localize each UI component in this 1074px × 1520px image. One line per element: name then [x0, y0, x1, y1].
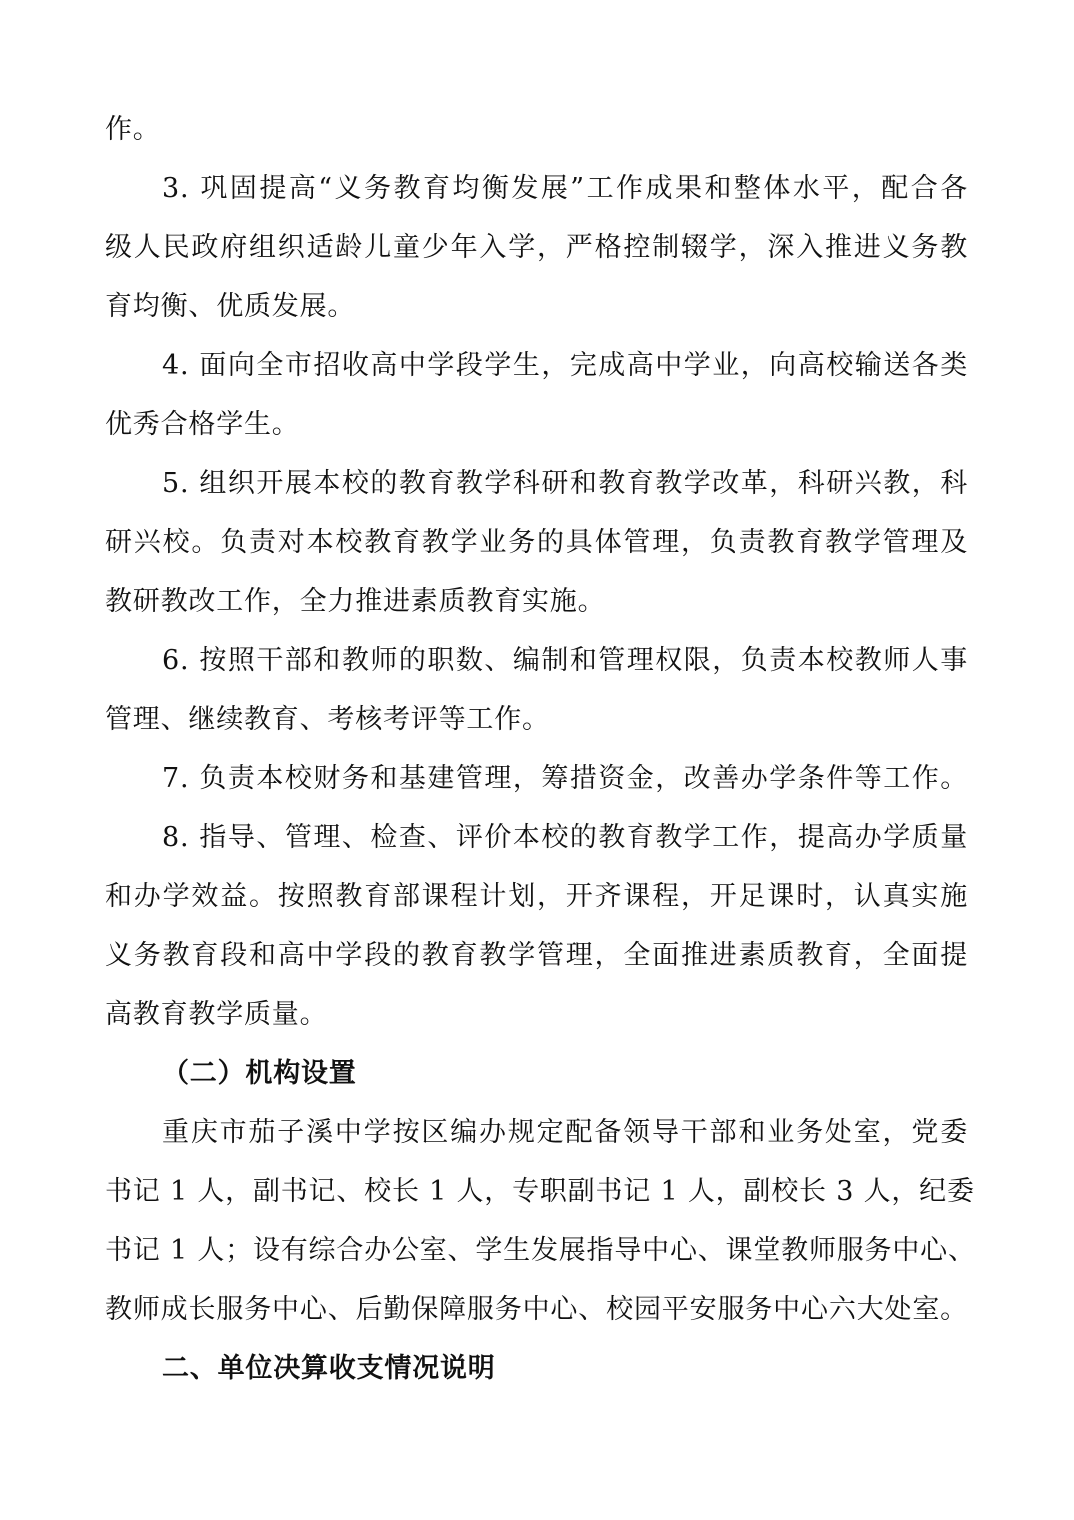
- text-line: 4. 面向全市招收高中学段学生，完成高中学业，向高校输送各类: [162, 350, 968, 381]
- duty-item-5: [105, 454, 968, 631]
- text-line: 级人民政府组织适龄儿童少年入学，严格控制辍学，深入推进义务教: [105, 232, 968, 263]
- document-page: [105, 100, 976, 1398]
- text-line: 3. 巩固提高“义务教育均衡发展”工作成果和整体水平，配合各: [162, 173, 968, 204]
- duty-item-7: [105, 749, 968, 808]
- subsection-heading: [105, 1044, 968, 1103]
- text-line: 重庆市茄子溪中学按区编办规定配备领导干部和业务处室，党委: [162, 1117, 968, 1148]
- text-line: 和办学效益。按照教育部课程计划，开齐课程，开足课时，认真实施: [105, 881, 968, 912]
- text-line: 研兴校。负责对本校教育教学业务的具体管理，负责教育教学管理及: [105, 527, 968, 558]
- text-line: 育均衡、优质发展。: [105, 291, 356, 322]
- text-line: 优秀合格学生。: [105, 409, 300, 440]
- duty-item-3: [105, 159, 968, 336]
- section-heading-text: 二、单位决算收支情况说明: [162, 1353, 496, 1384]
- subsection-heading-text: （二）机构设置: [162, 1058, 357, 1089]
- text-line: 7. 负责本校财务和基建管理，筹措资金，改善办学条件等工作。: [162, 763, 968, 794]
- text-line: 义务教育段和高中学段的教育教学管理，全面推进素质教育，全面提: [105, 940, 968, 971]
- continuation-paragraph: [105, 100, 968, 159]
- text-line: 8. 指导、管理、检查、评价本校的教育教学工作，提高办学质量: [162, 822, 968, 853]
- section-heading: [105, 1339, 968, 1398]
- duty-item-4: [105, 336, 968, 454]
- structure-paragraph: [105, 1103, 976, 1339]
- text-line: 书记 1 人，副书记、校长 1 人，专职副书记 1 人，副校长 3 人，纪委: [105, 1176, 975, 1207]
- text-line: 高教育教学质量。: [105, 999, 328, 1030]
- duty-item-6: [105, 631, 968, 749]
- text-line: 教研教改工作，全力推进素质教育实施。: [105, 586, 606, 617]
- text-line: 书记 1 人；设有综合办公室、学生发展指导中心、课堂教师服务中心、: [105, 1235, 976, 1266]
- text-line: 教师成长服务中心、后勤保障服务中心、校园平安服务中心六大处室。: [105, 1294, 968, 1325]
- text-line: 作。: [105, 114, 161, 145]
- text-line: 管理、继续教育、考核考评等工作。: [105, 704, 550, 735]
- text-line: 6. 按照干部和教师的职数、编制和管理权限，负责本校教师人事: [162, 645, 968, 676]
- duty-item-8: [105, 808, 968, 1044]
- text-line: 5. 组织开展本校的教育教学科研和教育教学改革，科研兴教，科: [162, 468, 968, 499]
